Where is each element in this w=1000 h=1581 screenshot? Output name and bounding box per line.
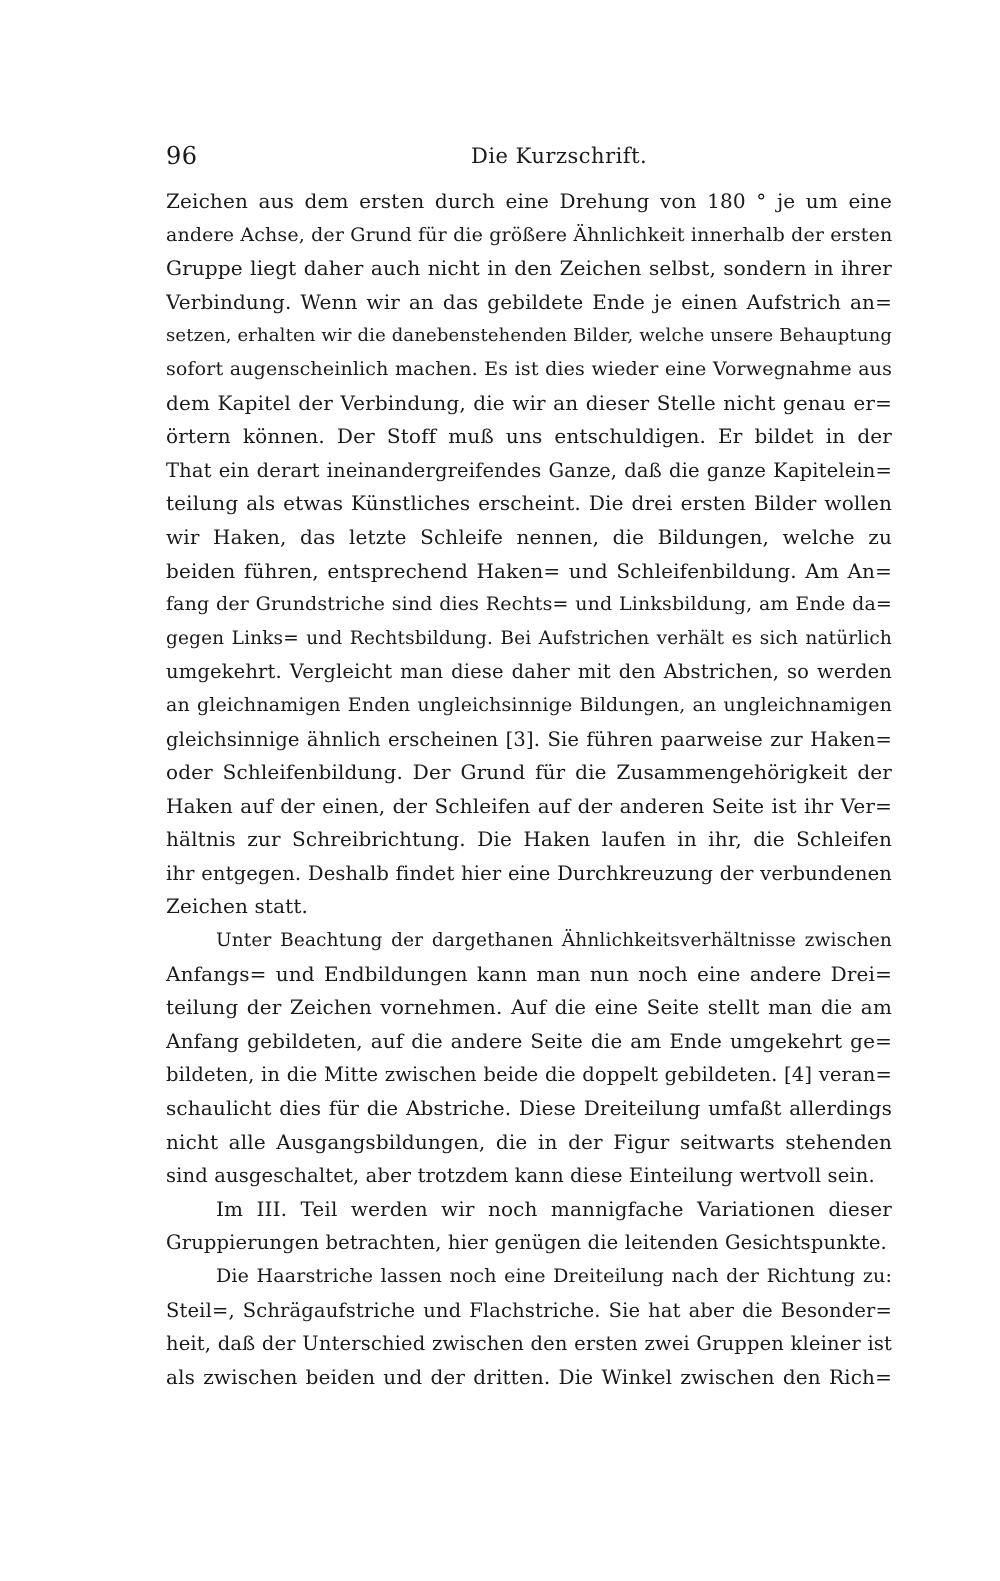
text-line: wir Haken, das letzte Schleife nennen, die Bildungen, welche zu <box>166 524 892 549</box>
text-line: hältnis zur Schreibrichtung. Die Haken laufen in ihr, die Schleifen <box>166 827 892 852</box>
text-line: oder Schleifenbildung. Der Grund für die Zusammengehörigkeit der <box>166 760 892 785</box>
text-line: Gruppe liegt daher auch nicht in den Zeichen selbst, sondern in ihrer <box>166 256 892 281</box>
text-line: That ein derart ineinandergreifendes Ganze, daß die ganze Kapitelein= <box>166 458 892 482</box>
text-line: Im III. Teil werden wir noch mannigfache Variationen dieser <box>216 1196 892 1221</box>
text-line: Gruppierungen betrachten, hier genügen die leitenden Gesichtspunkte. <box>166 1231 887 1255</box>
text-line: ihr entgegen. Deshalb findet hier eine Durchkreuzung der verbundenen <box>166 861 892 885</box>
text-line: bildeten, in die Mitte zwischen beide die doppelt gebildeten. [4] veran= <box>166 1063 892 1087</box>
text-line: Anfangs= und Endbildungen kann man nun noch eine andere Drei= <box>166 961 892 986</box>
text-line: Unter Beachtung der dargethanen Ähnlichkeitsverhältnisse zwischen <box>216 930 892 952</box>
text-line: nicht alle Ausgangsbildungen, die in der Figur seitwarts stehenden <box>166 1129 892 1154</box>
text-line: Verbindung. Wenn wir an das gebildete Ende je einen Aufstrich an= <box>166 289 892 314</box>
text-line: an gleichnamigen Enden ungleichsinnige Bildungen, an ungleichnamigen <box>166 693 892 716</box>
text-line: teilung der Zeichen vornehmen. Auf die eine Seite stellt man die am <box>166 995 892 1020</box>
text-line: Anfang gebildeten, auf die andere Seite die am Ende umgekehrt ge= <box>166 1028 892 1053</box>
text-line: örtern können. Der Stoff muß uns entschuldigen. Er bildet in der <box>166 424 892 449</box>
text-line: Die Haarstriche lassen noch eine Dreiteilung nach der Richtung zu: <box>216 1265 892 1287</box>
text-line: umgekehrt. Vergleicht man diese daher mit den Abstrichen, so werden <box>166 660 892 684</box>
text-line: Zeichen aus dem ersten durch eine Drehung von 180 ° je um eine <box>166 189 892 213</box>
text-line: sind ausgeschaltet, aber trotzdem kann diese Einteilung wertvoll sein. <box>166 1164 875 1188</box>
text-line: setzen, erhalten wir die danebenstehenden Bilder, welche unsere Behauptung <box>166 325 892 347</box>
text-line: dem Kapitel der Verbindung, die wir an dieser Stelle nicht genau er= <box>166 390 892 415</box>
text-line: teilung als etwas Künstliches erscheint. Die drei ersten Bilder wollen <box>166 491 892 516</box>
text-line: gegen Links= und Rechtsbildung. Bei Aufstrichen verhält es sich natürlich <box>166 627 892 649</box>
text-line: Haken auf der einen, der Schleifen auf der anderen Seite ist ihr Ver= <box>166 793 892 818</box>
text-line: Zeichen statt. <box>166 894 309 919</box>
page-header <box>166 138 892 174</box>
text-line: gleichsinnige ähnlich erscheinen [3]. Sie führen paarweise zur Haken= <box>166 727 892 751</box>
text-line: heit, daß der Unterschied zwischen den ersten zwei Gruppen kleiner ist <box>166 1332 892 1356</box>
text-line: andere Achse, der Grund für die größere Ähnlichkeit innerhalb der ersten <box>166 223 892 246</box>
text-line: schaulicht dies für die Abstriche. Diese Dreiteilung umfaßt allerdings <box>166 1096 892 1121</box>
body-text <box>166 185 892 1394</box>
text-line: als zwischen beiden und der dritten. Die Winkel zwischen den Rich= <box>166 1364 892 1389</box>
running-title: Die Kurzschrift. <box>471 144 648 168</box>
text-line: beiden führen, entsprechend Haken= und Schleifenbildung. Am An= <box>166 558 892 583</box>
text-line: fang der Grundstriche sind dies Rechts= und Linksbildung, am Ende da= <box>166 593 892 616</box>
page-number: 96 <box>166 142 198 170</box>
text-line: sofort augenscheinlich machen. Es ist dies wieder eine Vorwegnahme aus <box>166 357 892 380</box>
text-line: Steil=, Schrägaufstriche und Flachstriche. Sie hat aber die Besonder= <box>166 1298 892 1322</box>
